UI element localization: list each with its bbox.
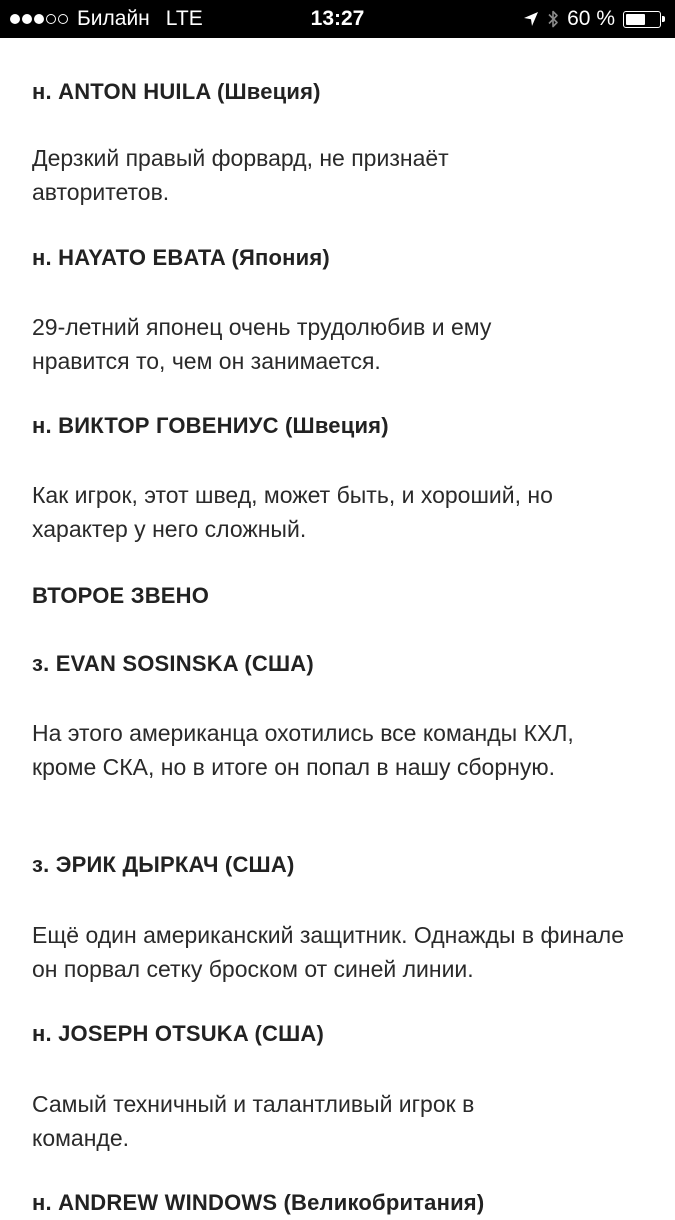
signal-strength-icon — [10, 14, 68, 24]
player-heading: з. EVAN SOSINSKA (США) — [32, 651, 314, 676]
player-description: Ещё один американский защитник. Однажды в финале он порвал сетку броском от синей линии. — [32, 922, 624, 982]
signal-dot — [34, 14, 44, 24]
player-heading: з. ЭРИК ДЫРКАЧ (США) — [32, 852, 295, 877]
player-description: На этого американца охотились все команды КХЛ, кроме СКА, но в итоге он попал в нашу сборную. — [32, 720, 574, 780]
player-heading: н. ВИКТОР ГОВЕНИУС (Швеция) — [32, 413, 389, 438]
player-description: Самый техничный и талантливый игрок в команде. — [32, 1091, 475, 1151]
signal-dot — [58, 14, 68, 24]
clock: 13:27 — [310, 7, 365, 30]
signal-dot — [22, 14, 32, 24]
signal-dot — [10, 14, 20, 24]
player-heading: н. JOSEPH OTSUKA (США) — [32, 1021, 325, 1046]
status-left — [10, 0, 203, 38]
player-description: Дерзкий правый форвард, не признаёт авторитетов. — [32, 145, 449, 205]
section-heading: ВТОРОЕ ЗВЕНО — [32, 583, 210, 608]
player-heading: н. ANDREW WINDOWS (Великобритания) — [32, 1190, 485, 1215]
status-bar — [0, 0, 675, 38]
network-type: LTE — [165, 7, 203, 30]
player-description: Как игрок, этот швед, может быть, и хороший, но характер у него сложный. — [32, 482, 553, 542]
battery-tip — [662, 16, 665, 22]
status-right — [523, 0, 661, 38]
battery-percent: 60 % — [567, 7, 615, 30]
signal-dot — [46, 14, 56, 24]
player-heading: н. HAYATO EBATA (Япония) — [32, 245, 330, 270]
battery-icon — [623, 11, 661, 28]
player-description: 29-летний японец очень трудолюбив и ему нравится то, чем он занимается. — [32, 314, 492, 374]
bluetooth-icon — [547, 9, 559, 29]
location-arrow-icon — [523, 11, 539, 27]
player-heading: н. ANTON HUILA (Швеция) — [32, 79, 321, 104]
battery-fill — [626, 14, 645, 25]
carrier-name: Билайн — [77, 7, 150, 30]
